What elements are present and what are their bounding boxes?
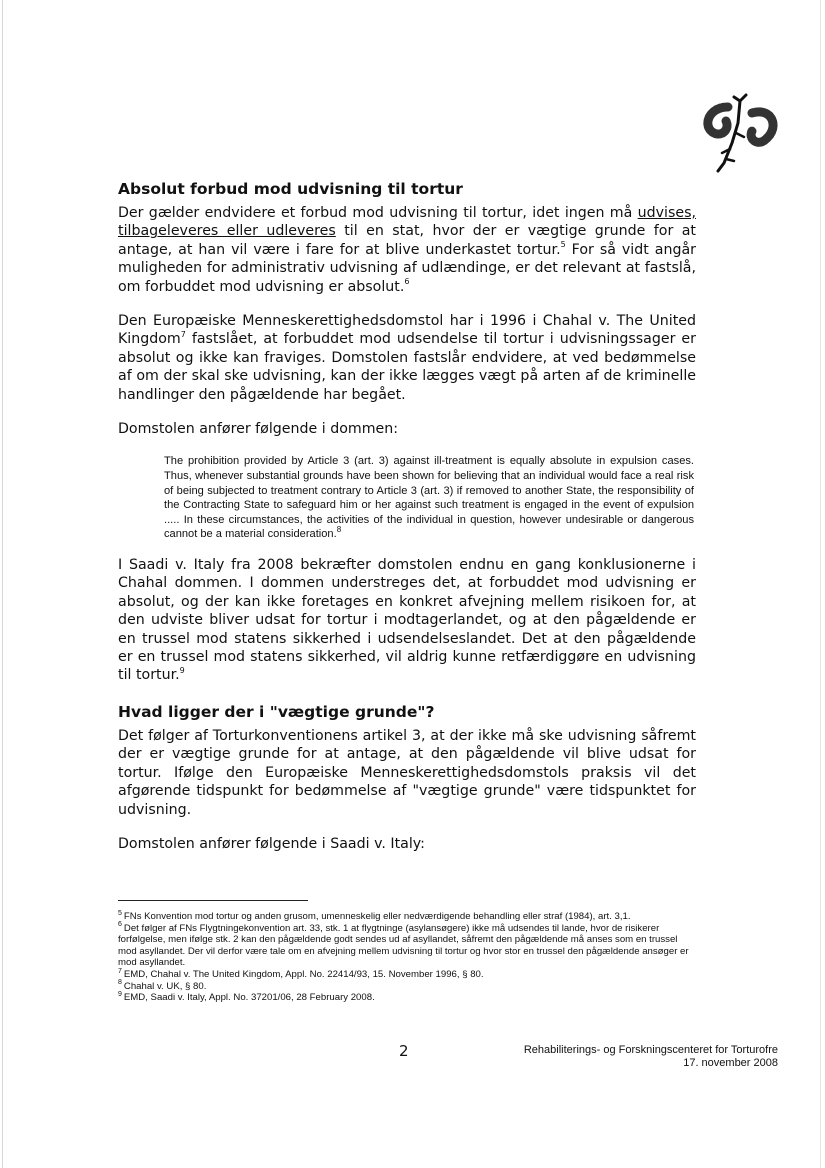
footnote — [118, 992, 698, 1004]
footnote-number: 9 — [118, 990, 122, 998]
paragraph — [118, 204, 696, 296]
scan-edge — [820, 0, 821, 1168]
footnote-text: FNs Konvention mod tortur og anden grusom, umenneskelig eller nedværdigende behandling eller straf (1984), art. 3,1. — [123, 911, 631, 922]
footnote — [118, 969, 698, 981]
block-quote — [164, 454, 694, 542]
section-heading: Hvad ligger der i "vægtige grunde"? — [118, 702, 435, 721]
footnote-text: EMD, Saadi v. Italy, Appl. No. 37201/06, 28 February 2008. — [123, 992, 375, 1004]
footnote-ref: 6 — [404, 276, 410, 286]
organization-name: Rehabiliterings- og Forskningscenteret for Torturofre — [523, 1044, 778, 1056]
footnote-text: Det følger af FNs Flygtningekonvention art. 33, stk. 1 at flygtninge (asylansøgere) ikke må udsendes til lande, hvor de risikerer forfølgelse, men ifølge stk. 2 kan den pågældende godt sendes ud af asyllandet, såfremt den pågældende må anses som en trussel mod asyllandet. Der vil derfor være tale om en afvejning mellem udvisning til tortur og hvor stor en trussel den pågældende ansøger er mod asyllandet. — [118, 922, 689, 969]
underlined-text: udvises, tilbageleveres eller udleveres — [118, 205, 696, 240]
text-span: I Saadi v. Italy fra 2008 bekræfter domstolen endnu en gang konklusionerne i Chahal dommen. I dommen understreges det, at forbuddet mod udvisning er absolut, og der kan ikke foretages en konkret afvejning mellem risikoen for, at den udviste bliver udsat for tortur i modtagerlandet, og at den pågældende er en trussel mod statens sikkerhed i udsendelseslandet. Det at den pågældende er en trussel mod statens sikkerhed, vil aldrig kunne retfærdiggøre en udvisning til tortur. — [118, 557, 696, 684]
footnote — [118, 911, 698, 923]
paragraph — [118, 312, 696, 404]
text-span: fastslået, at forbuddet mod udsendelse til tortur i udvisningssager er absolut og ikke kan fraviges. Domstolen fastslår endvidere, at ved bedømmelse af om der skal ske udvisning, kan der ikke lægges vægt på arten af de kriminelle handlinger den pågældende har begået. — [118, 331, 696, 403]
page-number: 2 — [399, 1042, 409, 1060]
main-content — [118, 178, 696, 869]
footnote-ref: 7 — [180, 329, 186, 339]
quote-text: The prohibition provided by Article 3 (art. 3) against ill-treatment is equally absolute in expulsion cases. Thus, whenever substantial grounds have been shown for believing that an individual would face a real risk of being subjected to treatment contrary to Article 3 (art. 3) if removed to another State, the responsibility of the Contracting State to safeguard him or her against such treatment is engaged in the event of expulsion ..... In these circumstances, the activities of the individual in question, however undesirable or dangerous cannot be a material consideration. — [164, 455, 694, 541]
scan-edge — [2, 0, 3, 1168]
paragraph: Det følger af Torturkonventionens artikel 3, at der ikke må ske udvisning såfremt der er vægtige grunde for at antage, at den pågældende vil blive udsat for tortur. Ifølge den Europæiske Menneskerettighedsdomstols praksis vil det afgørende tidspunkt for bedømmelse af "vægtige grunde" være tidspunktet for udvisning. — [118, 727, 696, 818]
footnote — [118, 981, 698, 993]
footnote-number: 6 — [118, 921, 122, 929]
text-span: Den Europæiske Menneskerettighedsdomstol har i 1996 i Chahal v. The United Kingdom — [118, 313, 696, 348]
footnote-number: 5 — [118, 909, 122, 917]
footnote-ref: 9 — [179, 665, 185, 675]
organization-logo-icon — [700, 93, 780, 175]
footnote-ref: 8 — [336, 524, 342, 534]
section-heading: Absolut forbud mod udvisning til tortur — [118, 180, 463, 198]
page-footer — [524, 1044, 778, 1070]
footnote-ref: 5 — [560, 240, 566, 250]
footnote-divider — [118, 900, 308, 901]
footnote-number: 7 — [118, 967, 122, 975]
footnote-number: 8 — [118, 979, 122, 987]
footnote — [118, 923, 698, 969]
document-date: 17. november 2008 — [683, 1057, 778, 1069]
footnote-text: EMD, Chahal v. The United Kingdom, Appl. No. 22414/93, 15. November 1996, § 80. — [123, 968, 484, 980]
text-span: Der gælder endvidere et forbud mod udvisning til tortur, idet ingen må — [118, 205, 638, 221]
paragraph: Domstolen anfører følgende i Saadi v. Italy: — [118, 835, 425, 852]
footnote-text: Chahal v. UK, § 80. — [123, 980, 207, 992]
footnotes — [118, 900, 698, 1004]
text-span: For så vidt angår muligheden for administrativ udvisning af udlændinge, er det relevant at fastslå, om forbuddet mod udvisning er absolut. — [118, 241, 697, 295]
paragraph — [118, 556, 696, 685]
text-span: til en stat, hvor der er vægtige grunde for at antage, at han vil være i fare for at blive underkastet tortur. — [118, 223, 696, 258]
paragraph: Domstolen anfører følgende i dommen: — [118, 421, 399, 438]
